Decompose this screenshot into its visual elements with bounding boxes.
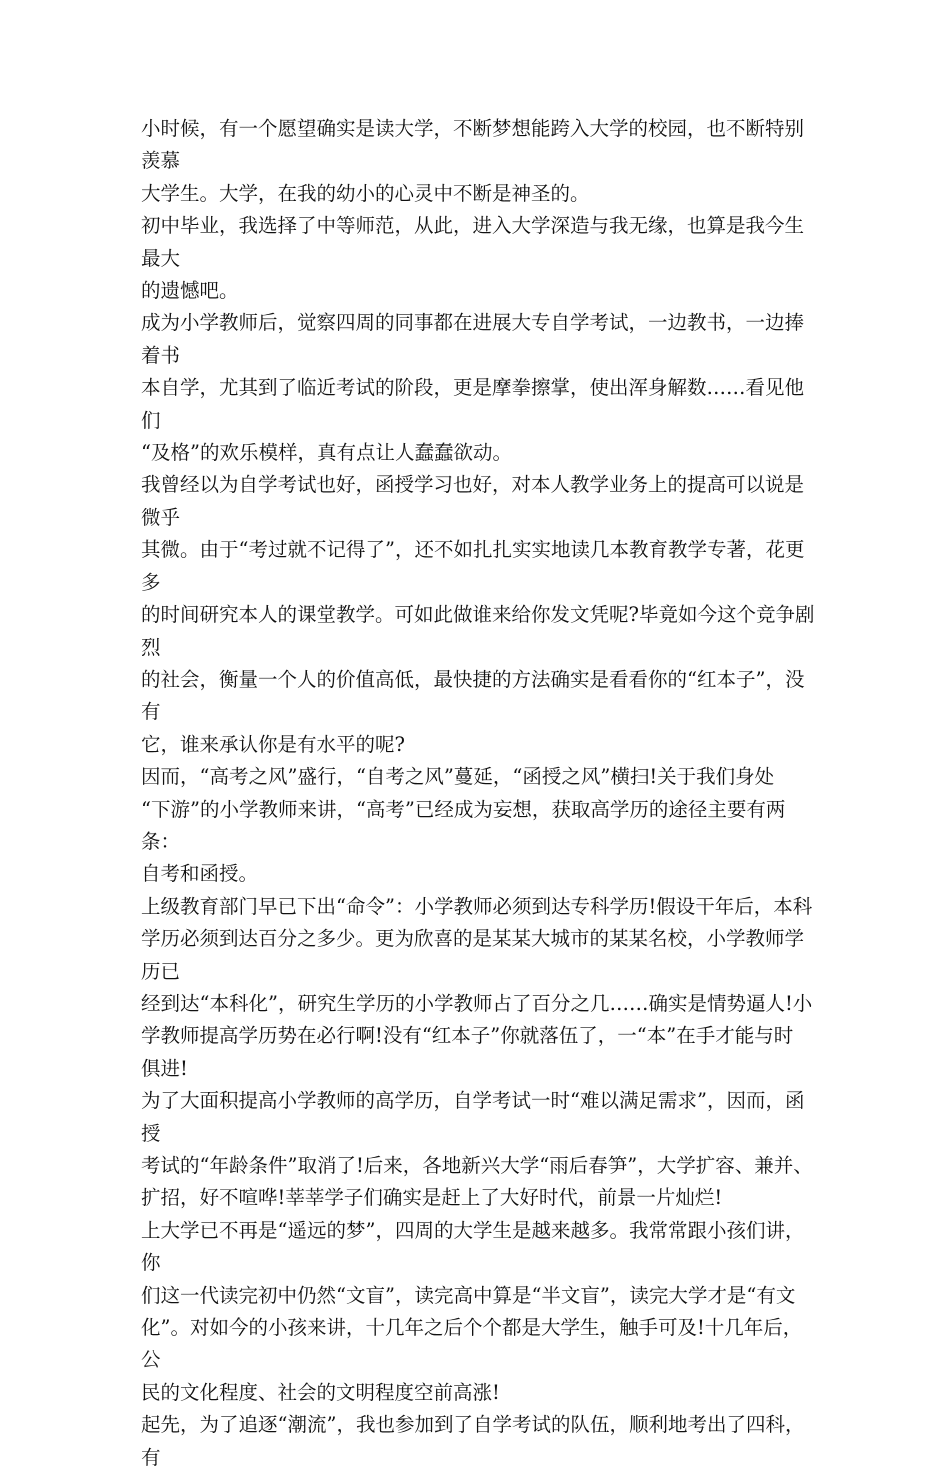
paragraph-4: 我曾经以为自学考试也好，函授学习也好，对本人教学业务上的提高可以说是微乎 其微。由于“考过就不记得了”，还不如扎扎实实地读几本教育教学专著，花更多 的时间研究本人的课堂教学。可如此做谁来给你发文凭呢?毕竟如今这个竞争剧烈 的社会，衡量一个人的价值高低，最快捷的方法确实是看看你的“红本子”，没有 它，谁来承认你是有水平的呢?: [141, 473, 815, 756]
paragraph-3: 成为小学教师后，觉察四周的同事都在进展大专自学考试，一边教书，一边捧着书 本自学，尤其到了临近考试的阶段，更是摩拳擦掌，使出浑身解数……看见他们 “及格”的欢乐模样，真有点让人蠢蠢欲动。: [141, 311, 805, 465]
paragraph-2: 初中毕业，我选择了中等师范，从此，进入大学深造与我无缘，也算是我今生最大 的遗憾吧。: [141, 214, 805, 303]
document-body: [141, 113, 821, 1474]
paragraph-5: 因而，“高考之风”盛行，“自考之风”蔓延，“函授之风”横扫!关于我们身处 “下游”的小学教师来讲，“高考”已经成为妄想，获取高学历的途径主要有两条： 自考和函授。: [141, 765, 786, 886]
paragraph-9: 起先，为了追逐“潮流”，我也参加到了自学考试的队伍，顺利地考出了四科，有: [141, 1413, 805, 1469]
paragraph-1: 小时候，有一个愿望确实是读大学，不断梦想能跨入大学的校园，也不断特别羡慕 大学生。大学，在我的幼小的心灵中不断是神圣的。: [141, 117, 805, 205]
paragraph-7: 为了大面积提高小学教师的高学历，自学考试一时“难以满足需求”，因而，函授 考试的“年龄条件”取消了!后来，各地新兴大学“雨后春笋”，大学扩容、兼并、 扩招，好不喧哗!莘莘学子们确实是赶上了大好时代，前景一片灿烂!: [141, 1089, 813, 1210]
paragraph-6: 上级教育部门早已下出“命令”：小学教师必须到达专科学历!假设干年后，本科 学历必须到达百分之多少。更为欣喜的是某某大城市的某某名校，小学教师学历已 经到达“本科化”，研究生学历的小学教师占了百分之几……确实是情势逼人!小 学教师提高学历势在必行啊!没有“红本子”你就落伍了，一“本”在手才能与时 俱进!: [141, 894, 813, 1080]
paragraph-8: 上大学已不再是“遥远的梦”，四周的大学生是越来越多。我常常跟小孩们讲，你 们这一代读完初中仍然“文盲”，读完高中算是“半文盲”，读完大学才是“有文 化”。对如今的小孩来讲，十几年之后个个都是大学生，触手可及!十几年后，公 民的文化程度、社会的文明程度空前高涨!: [141, 1218, 805, 1404]
